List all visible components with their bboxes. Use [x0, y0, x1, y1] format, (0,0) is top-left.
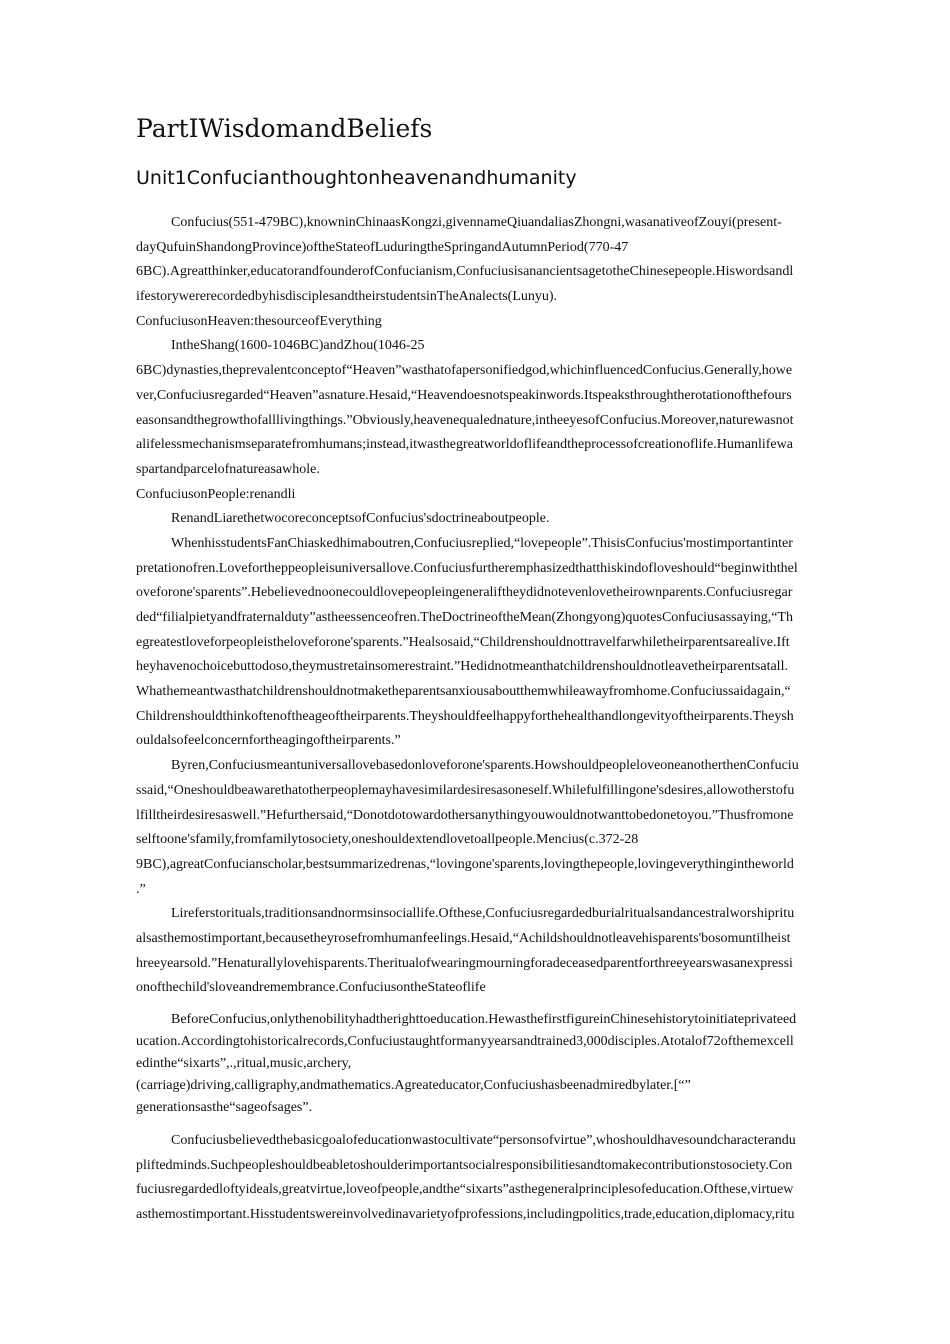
- text-line: edinthe“sixarts”,.,ritual,music,archery,: [136, 1056, 352, 1071]
- text-line: ded“filialpietyandfraternalduty”astheessenceofren.TheDoctrineoftheMean(Zhongyong)quotesConfuciusassaying,“Th: [136, 610, 793, 625]
- text-line: RenandLiarethetwocoreconceptsofConfucius'sdoctrineaboutpeople.: [171, 511, 550, 527]
- text-line: ConfuciusonHeaven:thesourceofEverything: [136, 313, 382, 329]
- text-line: ifestorywererecordedbyhisdisciplesandtheirstudentsinTheAnalects(Lunyu).: [136, 289, 558, 305]
- text-line: selftoone'sfamily,fromfamilytosociety,oneshouldextendlovetoallpeople.Mencius(c.372-28: [136, 832, 639, 848]
- text-line: (carriage)driving,calligraphy,andmathematics.Agreateducator,Confuciushasbeenadmiredbylater.[“”: [136, 1078, 691, 1093]
- text-line: BeforeConfucius,onlythenobilityhadtherighttoeducation.HewasthefirstfigureinChinesehistorytoinitiateprivateed: [171, 1012, 797, 1027]
- text-line: asthemostimportant.Hisstudentswereinvolvedinavarietyofprofessions,includingpolitics,trade,education,diplomacy,ritu: [136, 1207, 795, 1223]
- text-line: ver,Confuciusregarded“Heaven”asnature.Hesaid,“Heavendoesnotspeakinwords.Itspeaksthroughtherotationofthefours: [136, 387, 792, 403]
- text-line: alifelessmechanismseparatefromhumans;instead,itwasthegreatworldoflifeandtheprocessofcreationoflife.Humanlifewa: [136, 437, 793, 453]
- text-line: ucation.Accordingtohistoricalrecords,Confuciustaughtformanyyearsandtrained3,000disciples.Atotalof72ofthemexcell: [136, 1034, 794, 1049]
- text-line: hreeyearsold.”Henaturallylovehisparents.Theritualofwearingmourningforadeceasedparentforthreeyearswasanexpressi: [136, 955, 793, 971]
- paragraph-education-goal: [136, 1129, 836, 1228]
- paragraph-heaven: [136, 334, 836, 482]
- text-line: egreatestloveforpeopleistheloveforone'sparents.”Healsosaid,“Childrenshouldnottravelfarwhiletheirparentsarealive.Ift: [136, 634, 790, 650]
- text-line: Whathemeantwasthatchildrenshouldnotmaketheparentsanxiousaboutthemwhileawayfromhome.Confuciussaidagain,“: [136, 684, 791, 700]
- text-line: Childrenshouldthinkoftenoftheageoftheirparents.Theyshouldfeelhappyforthehealthandlongevityoftheirparents.Theysh: [136, 708, 794, 724]
- body-text: [136, 211, 836, 1228]
- text-line: heyhavenochoicebuttodoso,theymustretainsomerestraint.”Hedidnotmeanthatchildrenshouldnotleavetheirparentsatall.: [136, 659, 788, 675]
- part-title: PartIWisdomandBeliefs: [136, 114, 433, 143]
- text-line: ssaid,“Oneshouldbeawarethatotherpeoplemayhavesimilardesiresasoneself.Whilefulfillingone'sdesires,allowotherstofu: [136, 782, 795, 798]
- text-line: 6BC).Agreatthinker,educatorandfounderofConfucianism,ConfuciusisanancientsagetotheChinesepeople.Hiswordsandl: [136, 264, 794, 280]
- text-line: Confucius(551-479BC),knowninChinaasKongzi,givennameQiuandaliasZhongni,wasanativeofZouyi(present-: [171, 215, 782, 230]
- text-line: pretationofren.Lovefortheppeopleisuniversallove.Confuciusfurtheremphasizedthatthiskindofloveshould“beginwiththel: [136, 560, 798, 576]
- text-line: 6BC)dynasties,theprevalentconceptof“Heaven”wasthatofapersonifiedgod,whichinfluencedConfucius.Generally,howe: [136, 363, 793, 379]
- text-line: dayQufuinShandongProvince)oftheStateofLuduringtheSpringandAutumnPeriod(770-47: [136, 239, 629, 255]
- paragraph-by-ren: [136, 754, 836, 902]
- text-line: pliftedminds.Suchpeopleshouldbeabletoshoulderimportantsocialresponsibilitiesandtomakecontributionstosociety.Con: [136, 1157, 793, 1173]
- text-line: alsasthemostimportant,becausetheyrosefromhumanfeelings.Hesaid,“Achildshouldnotleavehisparents'bosomuntilheist: [136, 930, 791, 946]
- text-line: Confuciusbelievedthebasicgoalofeducationwastocultivate“personsofvirtue”,whoshouldhavesoundcharacterandu: [171, 1133, 796, 1148]
- text-line: Lireferstorituals,traditionsandnormsinsociallife.Ofthese,Confuciusregardedburialritualsandancestralworshipritu: [171, 906, 795, 922]
- text-line: Byren,Confuciusmeantuniversallovebasedonloveforone'sparents.HowshouldpeopleloveoneanotherthenConfuciu: [171, 758, 799, 774]
- text-line: IntheShang(1600-1046BC)andZhou(1046-25: [171, 338, 425, 354]
- text-line: spartandparcelofnatureasawhole.: [136, 461, 320, 477]
- paragraph-intro: [136, 211, 836, 310]
- paragraph-ren-li: [136, 507, 836, 532]
- text-line: generationsasthe“sageofsages”.: [136, 1100, 313, 1115]
- text-line: fuciusregardedloftyideals,greatvirtue,loveofpeople,andthe“sixarts”asthegeneralprinciplesofeducation.Ofthese,virtuew: [136, 1182, 794, 1198]
- text-line: 9BC),agreatConfucianscholar,bestsummarizedrenas,“lovingone'sparents,lovingthepeople,lovingeverythingintheworld: [136, 856, 794, 872]
- paragraph-li: [136, 902, 836, 1001]
- text-line: onofthechild'sloveandremembrance.ConfuciusontheStateoflife: [136, 980, 486, 996]
- text-line: ConfuciusonPeople:renandli: [136, 486, 296, 502]
- paragraph-before-confucius: [136, 1009, 836, 1119]
- paragraph-fan-chi: [136, 532, 836, 754]
- text-line: lfilltheirdesiresaswell.”Hefurthersaid,“Donotdotowardothersanythingyouwouldnotwanttobedonetoyou.”Thusfromone: [136, 807, 794, 823]
- section-heading-people: [136, 483, 836, 508]
- unit-title: Unit1Confucianthoughtonheavenandhumanity: [136, 167, 577, 189]
- text-line: .”: [136, 881, 146, 897]
- text-line: ouldalsofeelconcernfortheagingoftheirparents.”: [136, 733, 401, 749]
- text-line: oveforone'sparents”.Hebelievednoonecouldlovepeopleingeneraliftheydidnotevenlovetheirownparents.Confuciusregar: [136, 585, 793, 601]
- text-line: WhenhisstudentsFanChiaskedhimaboutren,Confuciusreplied,“lovepeople”.ThisisConfucius'mostimportantinter: [171, 535, 793, 551]
- text-line: easonsandthegrowthofalllivingthings.”Obviously,heavenequalednature,intheeyesofConfucius.Moreover,naturewasnot: [136, 412, 794, 428]
- section-heading-heaven: [136, 310, 836, 335]
